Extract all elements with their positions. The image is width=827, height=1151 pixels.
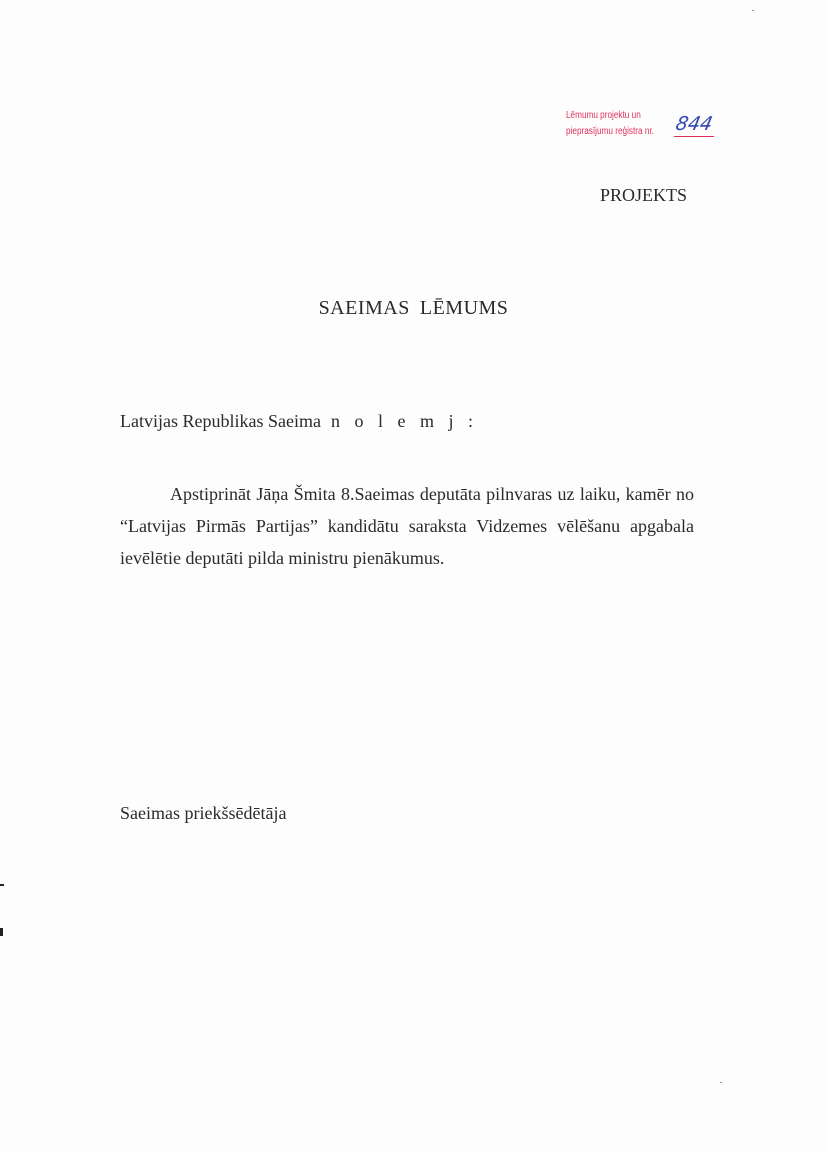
- stamp-line-1: Lēmumu projektu un: [566, 110, 641, 121]
- scan-speck: [720, 1082, 722, 1083]
- stamp-line-2: pieprasījumu reģistra nr.: [566, 126, 654, 137]
- draft-label: PROJEKTS: [600, 185, 688, 205]
- scan-edge-mark: [0, 928, 3, 936]
- signature-title: Saeimas priekšsēdētāja: [120, 803, 287, 823]
- document-title: [0, 296, 827, 320]
- registration-stamp: [566, 110, 726, 144]
- scan-speck: [752, 10, 754, 11]
- title-part-2: LĒMUMS: [419, 297, 509, 319]
- intro-line: [120, 410, 478, 432]
- registration-number: 844: [673, 113, 715, 135]
- intro-text: Latvijas Republikas Saeima: [120, 411, 321, 431]
- intro-decision: n o l e m j :: [330, 411, 478, 431]
- decision-body: Apstiprināt Jāņa Šmita 8.Saeimas deputāta pilnvaras uz laiku, kamēr no “Latvijas Pirmās Partijas” kandidātu saraksta Vidzemes vēlēšanu apgabala ievēlētie deputāti pilda ministru pienākumus.: [120, 484, 694, 568]
- stamp-underline: [674, 136, 714, 137]
- title-part-1: SAEIMAS: [318, 297, 410, 319]
- scan-edge-mark: [0, 884, 4, 886]
